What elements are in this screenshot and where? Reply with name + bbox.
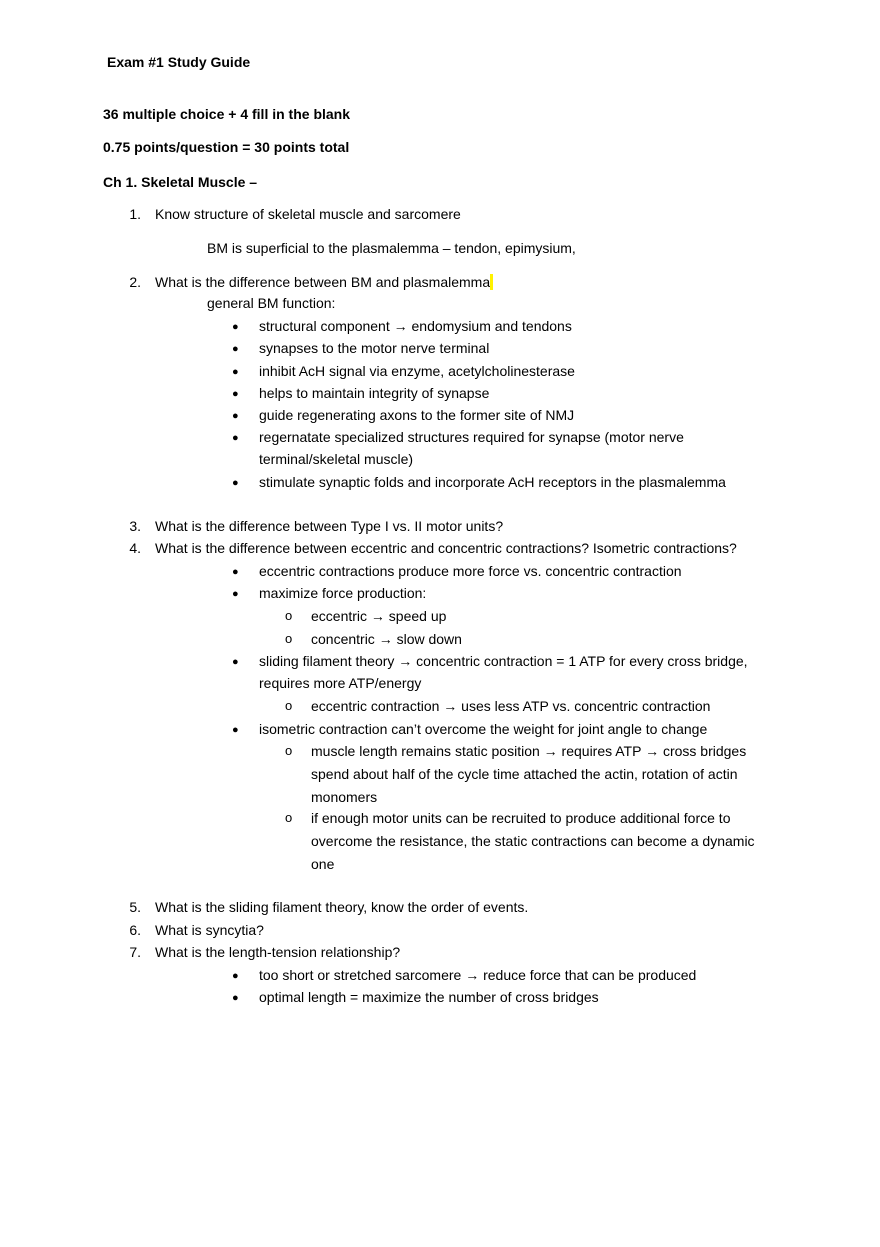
question-1-text: Know structure of skeletal muscle and sarcomere: [155, 206, 461, 222]
list-item: guide regenerating axons to the former site of NMJ: [259, 407, 575, 423]
list-item: optimal length = maximize the number of cross bridges: [259, 989, 599, 1005]
question-5-text: What is the sliding filament theory, know the order of events.: [155, 899, 529, 915]
list-item: stimulate synaptic folds and incorporate AcH receptors in the plasmalemma: [259, 474, 726, 490]
sub-list-item: if enough motor units can be recruited to produce additional force to: [311, 810, 731, 826]
bullet-marker: ●: [232, 477, 239, 489]
question-3-number: 3.: [129, 518, 141, 534]
list-item: maximize force production:: [259, 585, 427, 601]
list-item: synapses to the motor nerve terminal: [259, 340, 490, 356]
question-1-note: BM is superficial to the plasmalemma – tendon, epimysium,: [207, 240, 576, 256]
bullet-marker: ●: [232, 970, 239, 982]
question-3-text: What is the difference between Type I vs. II motor units?: [155, 518, 504, 534]
list-item: structural component → endomysium and tendons: [259, 318, 572, 334]
question-6-number: 6.: [129, 922, 141, 938]
sub-list-item: eccentric contraction → uses less ATP vs. concentric contraction: [311, 698, 711, 714]
bullet-marker: ●: [232, 321, 239, 333]
list-item: regernatate specialized structures required for synapse (motor nerve: [259, 429, 684, 445]
sub-list-item: concentric → slow down: [311, 631, 462, 647]
bullet-marker: ●: [232, 992, 239, 1004]
sub-list-item-continuation: spend about half of the cycle time attached the actin, rotation of actin: [311, 766, 738, 782]
question-2-subhead: general BM function:: [207, 295, 336, 311]
bullet-marker: ●: [232, 432, 239, 444]
bullet-marker: ●: [232, 343, 239, 355]
question-7-text: What is the length-tension relationship?: [155, 944, 401, 960]
exam-format-line: 36 multiple choice + 4 fill in the blank: [103, 106, 351, 122]
sub-bullet-marker: o: [285, 698, 293, 713]
points-line: 0.75 points/question = 30 points total: [103, 139, 350, 155]
chapter-heading: Ch 1. Skeletal Muscle –: [103, 174, 258, 190]
question-5-number: 5.: [129, 899, 141, 915]
bullet-marker: ●: [232, 388, 239, 400]
list-item-continuation: terminal/skeletal muscle): [259, 451, 414, 467]
sub-bullet-marker: o: [285, 743, 293, 758]
list-item: too short or stretched sarcomere → reduce force that can be produced: [259, 967, 697, 983]
sub-list-item-continuation: monomers: [311, 789, 378, 805]
list-item: helps to maintain integrity of synapse: [259, 385, 490, 401]
bullet-marker: ●: [232, 588, 239, 600]
bullet-marker: ●: [232, 724, 239, 736]
sub-bullet-marker: o: [285, 810, 293, 825]
bullet-marker: ●: [232, 566, 239, 578]
sub-list-item: eccentric → speed up: [311, 608, 447, 624]
document-title: Exam #1 Study Guide: [107, 54, 251, 70]
sub-list-item-continuation: overcome the resistance, the static contractions can become a dynamic: [311, 833, 755, 849]
bullet-marker: ●: [232, 366, 239, 378]
question-1-number: 1.: [129, 206, 141, 222]
list-item: sliding filament theory → concentric contraction = 1 ATP for every cross bridge,: [259, 653, 748, 669]
list-item: isometric contraction can’t overcome the weight for joint angle to change: [259, 721, 708, 737]
sub-bullet-marker: o: [285, 631, 293, 646]
sub-list-item: muscle length remains static position → requires ATP → cross bridges: [311, 743, 747, 759]
question-2-number: 2.: [129, 274, 141, 290]
list-item: inhibit AcH signal via enzyme, acetylcholinesterase: [259, 363, 575, 379]
question-4-text: What is the difference between eccentric and concentric contractions? Isometric contractions?: [155, 540, 737, 556]
list-item-continuation: requires more ATP/energy: [259, 675, 422, 691]
bullet-marker: ●: [232, 656, 239, 668]
sub-bullet-marker: o: [285, 608, 293, 623]
list-item: eccentric contractions produce more force vs. concentric contraction: [259, 563, 682, 579]
sub-list-item-continuation: one: [311, 856, 335, 872]
question-2-text: What is the difference between BM and plasmalemma: [155, 271, 493, 293]
question-4-number: 4.: [129, 540, 141, 556]
question-7-number: 7.: [129, 944, 141, 960]
bullet-marker: ●: [232, 410, 239, 422]
question-6-text: What is syncytia?: [155, 922, 264, 938]
highlight-mark: [490, 274, 493, 290]
